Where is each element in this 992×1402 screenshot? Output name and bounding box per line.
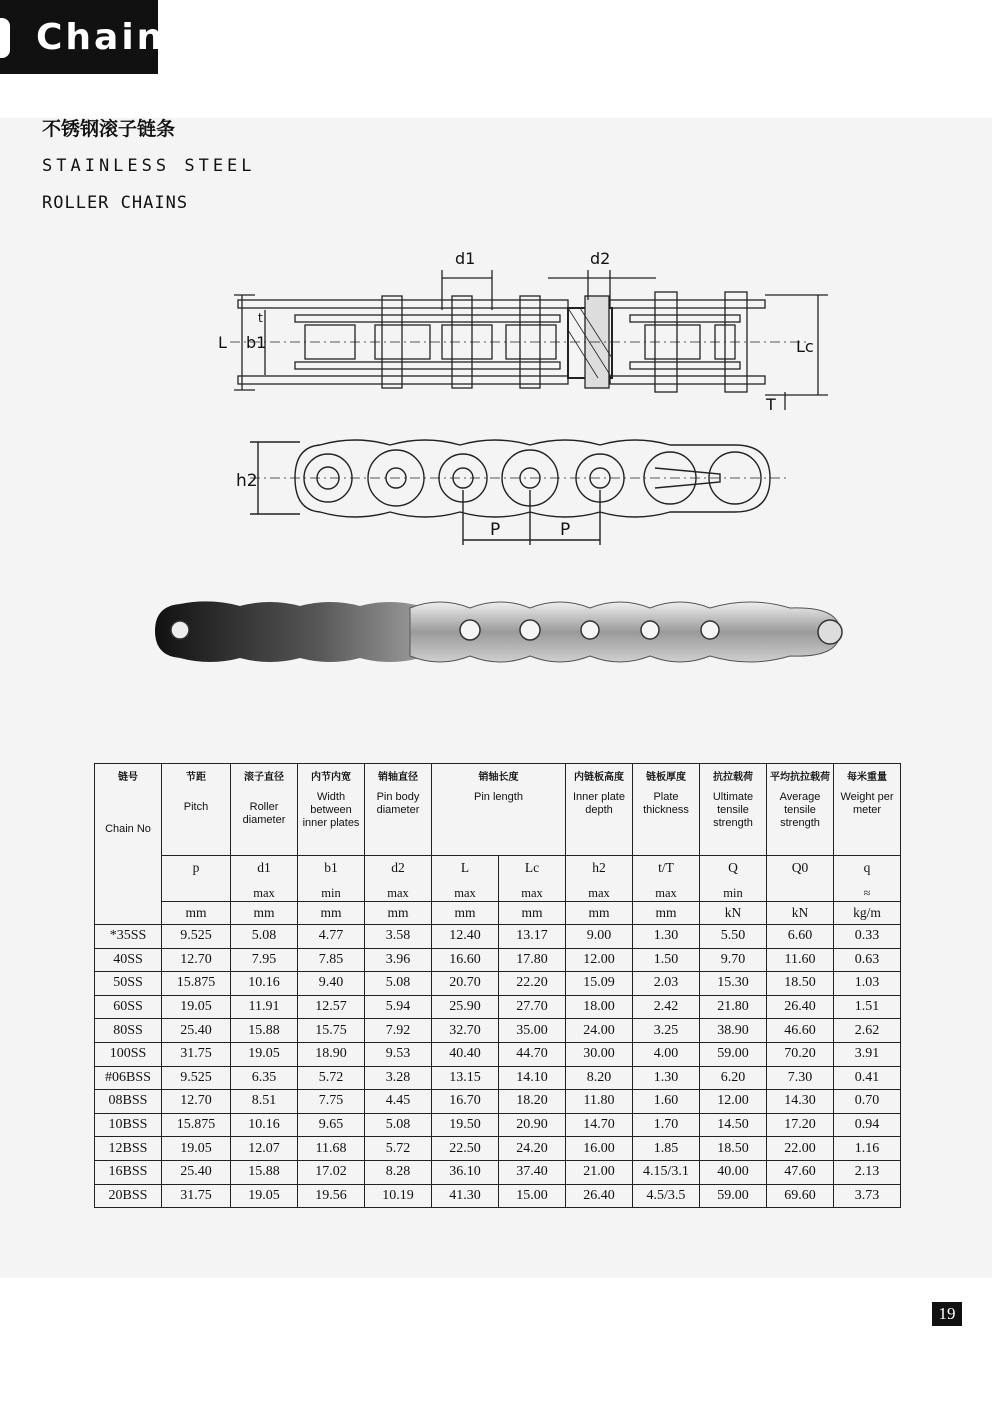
table-cell: 2.13	[834, 1160, 901, 1184]
table-cell: 9.70	[700, 948, 767, 972]
table-cell: 17.80	[499, 948, 566, 972]
table-cell: 11.91	[231, 995, 298, 1019]
table-cell: 9.00	[566, 925, 633, 949]
cell-chain-no: 80SS	[95, 1019, 162, 1043]
cell-chain-no: 40SS	[95, 948, 162, 972]
header-weight: 每米重量 Weight per meter	[834, 764, 901, 856]
table-cell: 11.60	[767, 948, 834, 972]
table-cell: 38.90	[700, 1019, 767, 1043]
chain-top-view-drawing	[210, 240, 850, 430]
table-cell: 19.56	[298, 1184, 365, 1208]
table-cell: 6.20	[700, 1066, 767, 1090]
table-cell: 4.5/3.5	[633, 1184, 700, 1208]
table-cell: 13.15	[432, 1066, 499, 1090]
sym-h2: h2 max	[566, 856, 633, 902]
table-cell: 2.62	[834, 1019, 901, 1043]
table-cell: 22.50	[432, 1137, 499, 1161]
header-pin-length: 销轴长度 Pin length	[432, 764, 566, 856]
section-header	[0, 0, 166, 74]
table-row	[95, 925, 901, 949]
header-plate-thickness: 链板厚度 Plate thickness	[633, 764, 700, 856]
table-cell: 14.30	[767, 1090, 834, 1114]
table-cell: 11.68	[298, 1137, 365, 1161]
table-cell: 9.525	[162, 925, 231, 949]
table-cell: 15.09	[566, 972, 633, 996]
table-cell: 9.65	[298, 1113, 365, 1137]
table-cell: 19.50	[432, 1113, 499, 1137]
table-cell: 15.75	[298, 1019, 365, 1043]
header-notch	[0, 18, 10, 58]
title-english-line2: ROLLER CHAINS	[42, 193, 189, 213]
table-cell: 3.73	[834, 1184, 901, 1208]
sym-b1: b1 min	[298, 856, 365, 902]
table-cell: 3.58	[365, 925, 432, 949]
table-cell: 26.40	[566, 1184, 633, 1208]
table-cell: 0.70	[834, 1090, 901, 1114]
header-chain-no: 链号 Chain No	[95, 764, 162, 925]
table-cell: 14.10	[499, 1066, 566, 1090]
cell-chain-no: 12BSS	[95, 1137, 162, 1161]
table-cell: 46.60	[767, 1019, 834, 1043]
unit-d2: mm	[365, 902, 432, 925]
table-cell: 12.70	[162, 1090, 231, 1114]
table-cell: 1.03	[834, 972, 901, 996]
table-cell: 15.88	[231, 1019, 298, 1043]
table-row	[95, 948, 901, 972]
table-cell: 18.00	[566, 995, 633, 1019]
table-cell: 10.16	[231, 1113, 298, 1137]
table-cell: 18.50	[700, 1137, 767, 1161]
unit-Q: kN	[700, 902, 767, 925]
header-pitch: 节距 Pitch	[162, 764, 231, 856]
section-title: Chain	[36, 16, 166, 58]
table-cell: 1.16	[834, 1137, 901, 1161]
sym-q: q ≈	[834, 856, 901, 902]
table-row	[95, 1137, 901, 1161]
table-cell: 1.30	[633, 1066, 700, 1090]
label-h2: h2	[236, 471, 258, 491]
table-cell: 36.10	[432, 1160, 499, 1184]
label-d2: d2	[590, 249, 611, 268]
cell-chain-no: 16BSS	[95, 1160, 162, 1184]
table-cell: 6.60	[767, 925, 834, 949]
table-cell: 12.00	[566, 948, 633, 972]
table-cell: 0.94	[834, 1113, 901, 1137]
table-cell: 15.30	[700, 972, 767, 996]
table-cell: 8.28	[365, 1160, 432, 1184]
table-cell: 25.40	[162, 1160, 231, 1184]
header-roller-diameter: 滚子直径 Roller diameter	[231, 764, 298, 856]
table-row	[95, 1113, 901, 1137]
table-cell: 22.20	[499, 972, 566, 996]
table-cell: 9.525	[162, 1066, 231, 1090]
sym-Q: Q min	[700, 856, 767, 902]
table-cell: 19.05	[231, 1042, 298, 1066]
cell-chain-no: *35SS	[95, 925, 162, 949]
cell-chain-no: 50SS	[95, 972, 162, 996]
cell-chain-no: 100SS	[95, 1042, 162, 1066]
table-cell: 0.33	[834, 925, 901, 949]
table-cell: 4.00	[633, 1042, 700, 1066]
unit-Lc: mm	[499, 902, 566, 925]
table-cell: 20.70	[432, 972, 499, 996]
table-cell: 69.60	[767, 1184, 834, 1208]
table-cell: 14.50	[700, 1113, 767, 1137]
unit-d1: mm	[231, 902, 298, 925]
table-cell: 18.20	[499, 1090, 566, 1114]
table-cell: 5.72	[365, 1137, 432, 1161]
table-cell: 11.80	[566, 1090, 633, 1114]
table-cell: 3.96	[365, 948, 432, 972]
header-inner-plate-depth: 内链板高度 Inner plate depth	[566, 764, 633, 856]
table-cell: 12.00	[700, 1090, 767, 1114]
table-cell: 40.00	[700, 1160, 767, 1184]
cell-chain-no: 08BSS	[95, 1090, 162, 1114]
table-cell: 15.00	[499, 1184, 566, 1208]
table-cell: 44.70	[499, 1042, 566, 1066]
sym-p: p	[162, 856, 231, 902]
cell-chain-no: 60SS	[95, 995, 162, 1019]
cell-chain-no: #06BSS	[95, 1066, 162, 1090]
table-cell: 21.80	[700, 995, 767, 1019]
unit-q: kg/m	[834, 902, 901, 925]
table-row	[95, 1066, 901, 1090]
table-cell: 1.85	[633, 1137, 700, 1161]
table-cell: 59.00	[700, 1184, 767, 1208]
table-cell: 4.77	[298, 925, 365, 949]
table-cell: 5.72	[298, 1066, 365, 1090]
table-cell: 37.40	[499, 1160, 566, 1184]
label-L: L	[218, 333, 227, 352]
table-cell: 7.95	[231, 948, 298, 972]
table-cell: 7.85	[298, 948, 365, 972]
cell-chain-no: 10BSS	[95, 1113, 162, 1137]
table-row	[95, 1184, 901, 1208]
table-row	[95, 1160, 901, 1184]
table-cell: 9.40	[298, 972, 365, 996]
table-cell: 21.00	[566, 1160, 633, 1184]
table-cell: 1.50	[633, 948, 700, 972]
sym-Q0: Q0	[767, 856, 834, 902]
table-cell: 10.16	[231, 972, 298, 996]
table-cell: 5.08	[231, 925, 298, 949]
table-cell: 12.40	[432, 925, 499, 949]
table-cell: 6.35	[231, 1066, 298, 1090]
table-cell: 15.875	[162, 1113, 231, 1137]
table-cell: 47.60	[767, 1160, 834, 1184]
table-cell: 70.20	[767, 1042, 834, 1066]
table-cell: 1.60	[633, 1090, 700, 1114]
table-cell: 0.63	[834, 948, 901, 972]
chain-photo	[150, 592, 860, 672]
table-cell: 16.00	[566, 1137, 633, 1161]
table-cell: 12.07	[231, 1137, 298, 1161]
spec-table-body	[95, 925, 901, 1208]
table-cell: 7.30	[767, 1066, 834, 1090]
table-cell: 1.51	[834, 995, 901, 1019]
label-Lc: Lc	[796, 337, 814, 356]
unit-Q0: kN	[767, 902, 834, 925]
table-row	[95, 1090, 901, 1114]
unit-tT: mm	[633, 902, 700, 925]
table-cell: 16.70	[432, 1090, 499, 1114]
table-cell: 4.15/3.1	[633, 1160, 700, 1184]
table-cell: 3.25	[633, 1019, 700, 1043]
table-cell: 15.88	[231, 1160, 298, 1184]
sym-d2: d2 max	[365, 856, 432, 902]
sym-tT: t/T max	[633, 856, 700, 902]
table-cell: 9.53	[365, 1042, 432, 1066]
table-cell: 1.70	[633, 1113, 700, 1137]
table-cell: 12.70	[162, 948, 231, 972]
table-cell: 5.08	[365, 1113, 432, 1137]
table-cell: 26.40	[767, 995, 834, 1019]
table-cell: 18.90	[298, 1042, 365, 1066]
sym-L: L max	[432, 856, 499, 902]
sym-Lc: Lc max	[499, 856, 566, 902]
unit-p: mm	[162, 902, 231, 925]
table-cell: 2.03	[633, 972, 700, 996]
spec-table	[94, 763, 901, 1208]
table-cell: 24.20	[499, 1137, 566, 1161]
table-cell: 19.05	[162, 995, 231, 1019]
table-cell: 18.50	[767, 972, 834, 996]
label-T: T	[766, 395, 776, 414]
table-cell: 8.51	[231, 1090, 298, 1114]
unit-row	[95, 902, 901, 925]
header-average-strength: 平均抗拉载荷 Average tensile strength	[767, 764, 834, 856]
table-cell: 15.875	[162, 972, 231, 996]
table-cell: 3.91	[834, 1042, 901, 1066]
table-cell: 10.19	[365, 1184, 432, 1208]
unit-L: mm	[432, 902, 499, 925]
table-cell: 41.30	[432, 1184, 499, 1208]
label-d1: d1	[455, 249, 476, 268]
table-row	[95, 995, 901, 1019]
cell-chain-no: 20BSS	[95, 1184, 162, 1208]
table-cell: 5.94	[365, 995, 432, 1019]
table-row	[95, 1019, 901, 1043]
label-P-1: P	[490, 520, 501, 540]
table-cell: 17.20	[767, 1113, 834, 1137]
label-P-2: P	[560, 520, 571, 540]
table-cell: 16.60	[432, 948, 499, 972]
table-cell: 27.70	[499, 995, 566, 1019]
table-cell: 24.00	[566, 1019, 633, 1043]
table-cell: 19.05	[231, 1184, 298, 1208]
label-b1: b1	[246, 333, 267, 352]
table-row	[95, 972, 901, 996]
table-cell: 3.28	[365, 1066, 432, 1090]
table-cell: 59.00	[700, 1042, 767, 1066]
table-cell: 7.92	[365, 1019, 432, 1043]
table-cell: 19.05	[162, 1137, 231, 1161]
table-cell: 30.00	[566, 1042, 633, 1066]
table-cell: 17.02	[298, 1160, 365, 1184]
chain-side-view-drawing	[230, 430, 790, 555]
table-cell: 1.30	[633, 925, 700, 949]
table-cell: 4.45	[365, 1090, 432, 1114]
unit-b1: mm	[298, 902, 365, 925]
table-cell: 2.42	[633, 995, 700, 1019]
table-cell: 22.00	[767, 1137, 834, 1161]
symbol-row	[95, 856, 901, 902]
table-cell: 31.75	[162, 1042, 231, 1066]
unit-h2: mm	[566, 902, 633, 925]
table-cell: 5.50	[700, 925, 767, 949]
header-ultimate-strength: 抗拉载荷 Ultimate tensile strength	[700, 764, 767, 856]
table-cell: 5.08	[365, 972, 432, 996]
table-cell: 32.70	[432, 1019, 499, 1043]
label-t: t	[258, 311, 263, 325]
table-cell: 13.17	[499, 925, 566, 949]
header-inner-width: 内节内宽 Width between inner plates	[298, 764, 365, 856]
table-cell: 12.57	[298, 995, 365, 1019]
table-cell: 31.75	[162, 1184, 231, 1208]
table-cell: 25.40	[162, 1019, 231, 1043]
table-cell: 25.90	[432, 995, 499, 1019]
page-number: 19	[932, 1302, 962, 1326]
table-cell: 0.41	[834, 1066, 901, 1090]
sym-d1: d1 max	[231, 856, 298, 902]
table-cell: 14.70	[566, 1113, 633, 1137]
title-chinese: 不锈钢滚子链条	[42, 118, 176, 140]
table-cell: 20.90	[499, 1113, 566, 1137]
table-cell: 8.20	[566, 1066, 633, 1090]
table-cell: 40.40	[432, 1042, 499, 1066]
table-cell: 7.75	[298, 1090, 365, 1114]
header-pin-diameter: 销轴直径 Pin body diameter	[365, 764, 432, 856]
title-english-line1: STAINLESS STEEL	[42, 156, 256, 176]
table-cell: 35.00	[499, 1019, 566, 1043]
table-row	[95, 1042, 901, 1066]
